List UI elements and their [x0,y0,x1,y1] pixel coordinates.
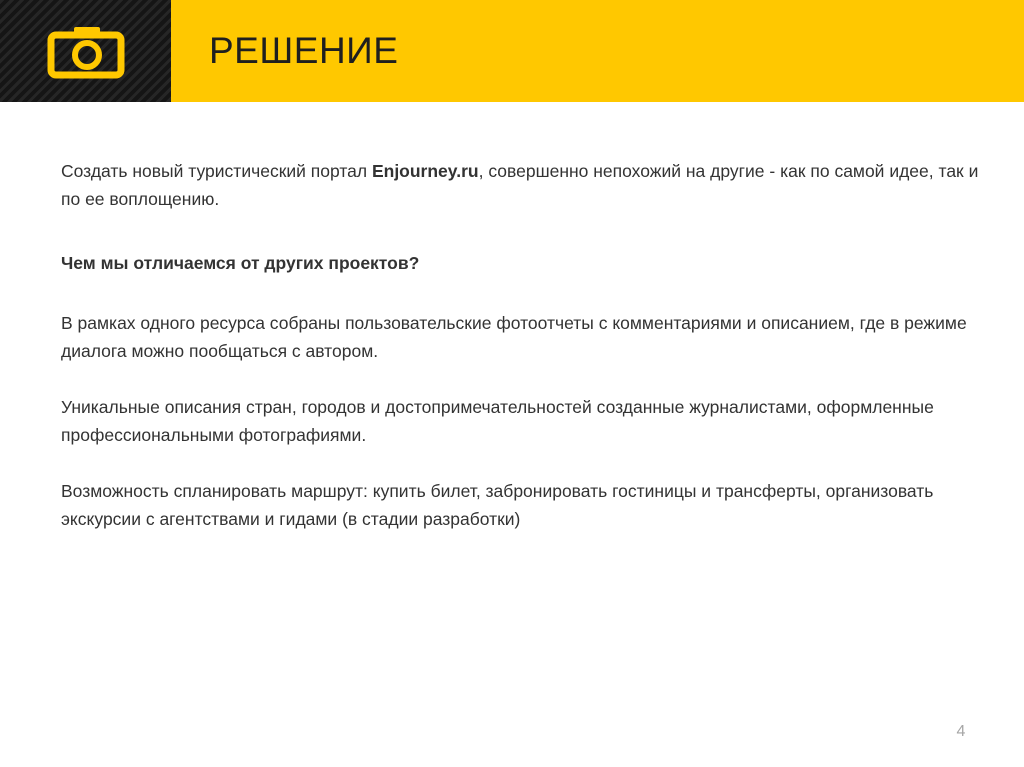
feature-paragraph-comments: В рамках одного ресурса собраны пользовательские фотоотчеты с комментариями и описанием, где в режиме диалога можно пообщаться с автором. [61,313,967,361]
slide-title: РЕШЕНИЕ [209,30,399,71]
title-bar [171,0,1024,102]
intro-paragraph [61,157,981,213]
feature-paragraph-routes: Возможность спланировать маршрут: купить билет, забронировать гостиницы и трансферты, организовать экскурсии с агентствами и гидами (в стадии разработки) [61,481,934,529]
feature-paragraph-descriptions: Уникальные описания стран, городов и достопримечательностей созданные журналистами, оформленные профессиональными фотографиями. [61,397,934,445]
brand-name: Enjourney.ru [371,161,479,181]
slide-content [61,157,981,561]
page-number: 4 [956,723,966,740]
slide-header [0,0,1024,102]
intro-text-after: , совершенно непохожий на другие - как по самой идее, так и по ее воплощению. [61,161,979,209]
question-heading: Чем мы отличаемся от других проектов? [61,253,420,273]
logo-box [0,0,171,102]
camera-icon [46,23,126,79]
intro-text-before: Создать новый туристический портал [61,161,372,181]
